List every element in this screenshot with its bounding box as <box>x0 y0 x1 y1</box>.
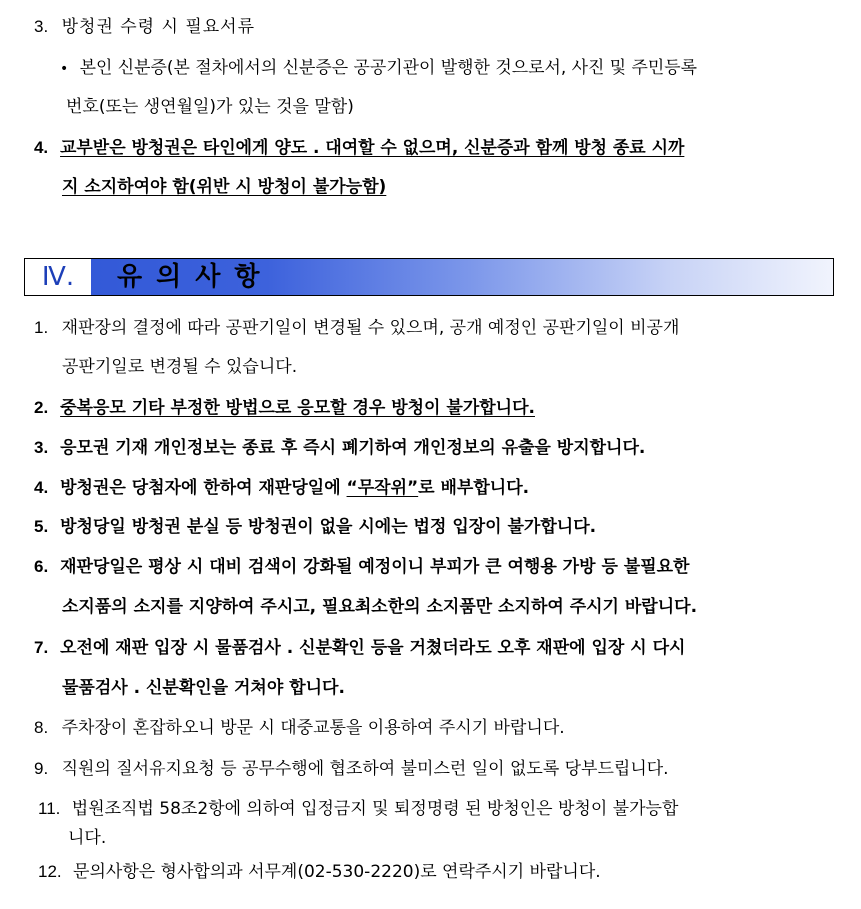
note-5 <box>34 515 596 539</box>
note-text-line1: 재판당일은 평상 시 대비 검색이 강화될 예정이니 부피가 큰 여행용 가방 등 불필요한 <box>60 557 690 577</box>
note-text-line1: 법원조직법 58조2항에 의하여 입정금지 및 퇴정명령 된 방청인은 방청이 불가능합 <box>71 799 679 819</box>
note-text-line2: 소지품의 소지를 지양하여 주시고, 필요최소한의 소지품만 소지하여 주시기 바랍니다. <box>62 597 698 617</box>
note-number: 6. <box>34 557 49 576</box>
note-8 <box>34 716 565 740</box>
note-11 <box>38 797 678 821</box>
bullet-icon: • <box>60 61 69 77</box>
note-text: 중복응모 기타 부정한 방법으로 응모할 경우 방청이 불가합니다. <box>60 398 535 418</box>
note-number: 12. <box>38 862 62 881</box>
note-number: 2. <box>34 398 49 417</box>
note-text-line1: 재판장의 결정에 따라 공판기일이 변경될 수 있으며, 공개 예정인 공판기일이 비공개 <box>61 318 680 338</box>
note-text-line2: 공판기일로 변경될 수 있습니다. <box>62 357 298 377</box>
section-roman-numeral: Ⅳ. <box>25 259 91 295</box>
note-number: 1. <box>34 318 49 337</box>
note-12 <box>38 860 601 884</box>
note-text: 주차장이 혼잡하오니 방문 시 대중교통을 이용하여 주시기 바랍니다. <box>61 718 565 738</box>
item-text-line1: 교부받은 방청권은 타인에게 양도 . 대여할 수 없으며, 신분증과 함께 방청 종료 시까 <box>60 138 685 158</box>
list-item-3 <box>34 15 255 39</box>
section-header <box>24 258 834 296</box>
note-text: 직원의 질서유지요청 등 공무수행에 협조하여 불미스런 일이 없도록 당부드립니다. <box>61 759 669 779</box>
item-number: 4. <box>34 138 49 157</box>
note-6 <box>34 555 689 579</box>
note-number: 4. <box>34 478 49 497</box>
bullet-item <box>60 56 838 81</box>
note-3 <box>34 436 645 460</box>
note-number: 9. <box>34 759 49 778</box>
note-1 <box>34 316 679 340</box>
note-text-line2: 물품검사 . 신분확인을 거쳐야 합니다. <box>62 678 345 698</box>
note-text-line1: 오전에 재판 입장 시 물품검사 . 신분확인 등을 거쳤더라도 오후 재판에 입장 시 다시 <box>60 638 686 658</box>
item-text: 방청권 수령 시 필요서류 <box>61 17 256 37</box>
note-7 <box>34 636 685 660</box>
note-4 <box>34 476 529 500</box>
item-number: 3. <box>34 17 49 36</box>
note-text: 방청당일 방청권 분실 등 방청권이 없을 시에는 법정 입장이 불가합니다. <box>60 517 597 537</box>
note-number: 3. <box>34 438 49 457</box>
note-text-line2: 니다. <box>68 828 107 848</box>
note-number: 8. <box>34 718 49 737</box>
note-number: 5. <box>34 517 49 536</box>
note-quoted-text: “무작위” <box>346 478 419 498</box>
list-item-4 <box>34 136 838 160</box>
note-text-before: 방청권은 당첨자에 한하여 재판당일에 <box>60 478 347 498</box>
section-title: 유의사항 <box>117 262 274 292</box>
note-number: 11. <box>38 799 61 818</box>
note-text-after: 로 배부합니다. <box>418 478 530 498</box>
note-text: 응모권 기재 개인정보는 종료 후 즉시 폐기하여 개인정보의 유출을 방지합니다. <box>60 438 646 458</box>
note-number: 7. <box>34 638 49 657</box>
note-2 <box>34 396 535 420</box>
bullet-text-line1: 본인 신분증(본 절차에서의 신분증은 공공기관이 발행한 것으로서, 사진 및 주민등록 <box>79 58 698 78</box>
bullet-text-line2: 번호(또는 생연월일)가 있는 것을 말함) <box>66 97 354 117</box>
item-text-line2: 지 소지하여야 함(위반 시 방청이 불가능함) <box>62 177 387 197</box>
note-9 <box>34 757 669 781</box>
note-text: 문의사항은 형사합의과 서무계(02-530-2220)로 연락주시기 바랍니다. <box>73 862 601 882</box>
